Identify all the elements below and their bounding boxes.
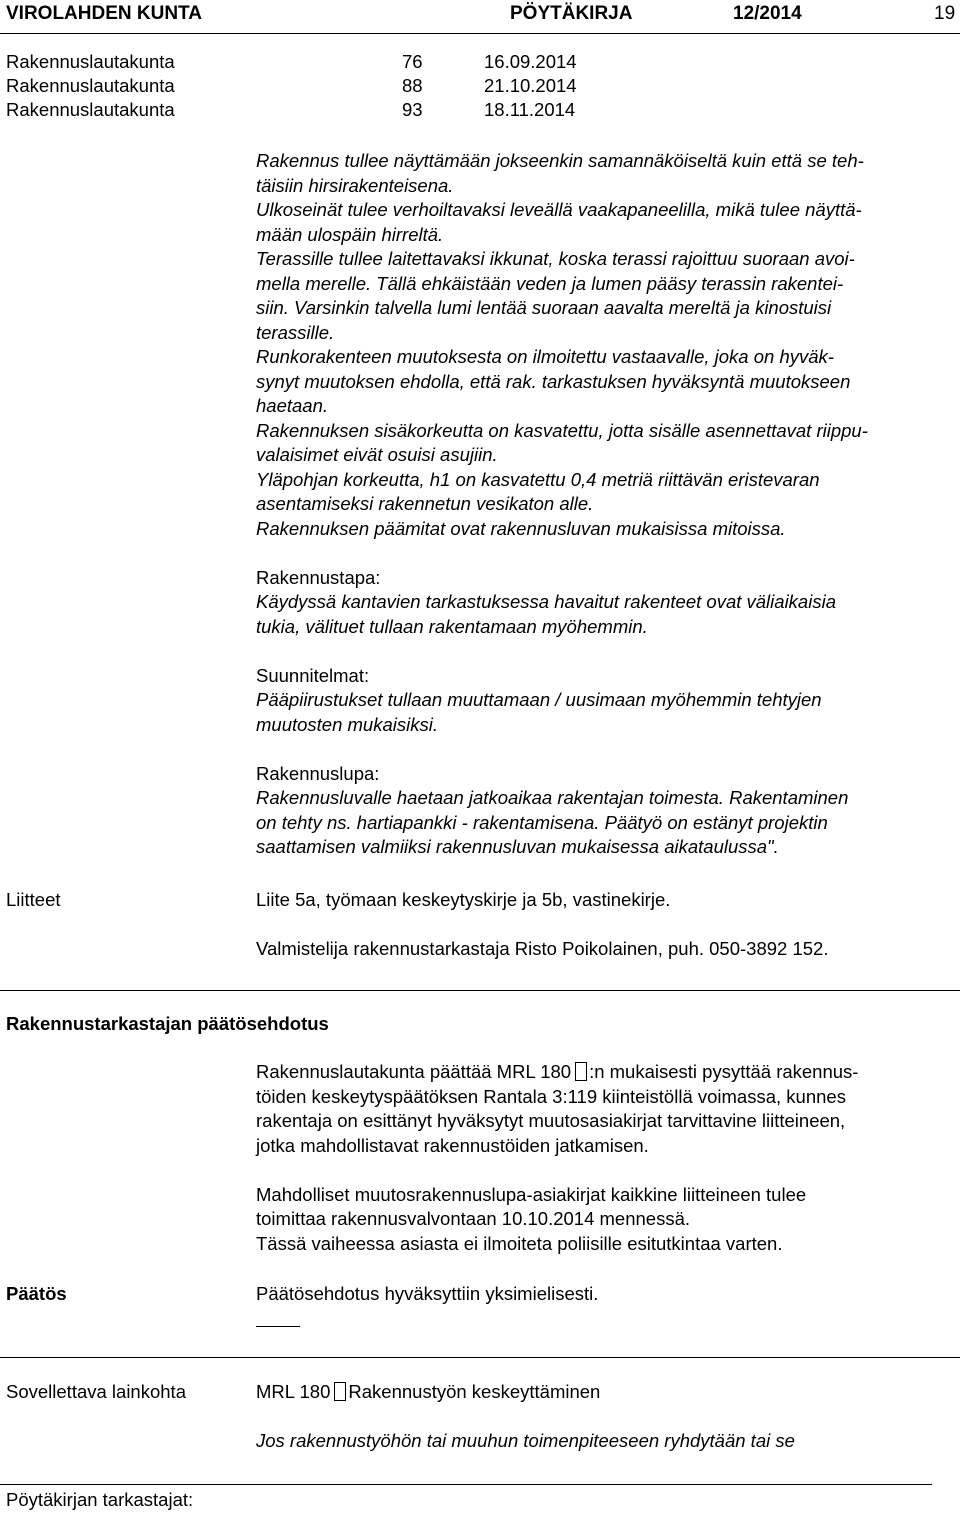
applicable-law-quote: Jos rakennustyöhön tai muuhun toimenpiteeseen ryhdytään tai se: [256, 1430, 795, 1451]
municipality-name: VIROLAHDEN KUNTA: [6, 3, 202, 24]
text-line: Rakennusluvalle haetaan jatkoaikaa rakentajan toimesta. Rakentaminen: [256, 787, 849, 808]
rakennustapa-text: [256, 590, 946, 639]
text-line: muutosten mukaisiksi.: [256, 713, 438, 735]
section-sign-box: [575, 1062, 587, 1081]
meeting-body: Rakennuslautakunta: [6, 99, 175, 120]
text-line: Terassille tullee laitettavaksi ikkunat, koska terassi rajoittuu suoraan avoi-: [256, 248, 855, 269]
text-line: tukia, välituet tullaan rakentamaan myöhemmin.: [256, 615, 648, 637]
document-number: 12/2014: [733, 3, 802, 24]
meeting-body: Rakennuslautakunta: [6, 51, 175, 72]
rakennuslupa-text: [256, 786, 946, 860]
text-line: Yläpohjan korkeutta, h1 on kasvatettu 0,4 metriä riittävän eristevaran: [256, 468, 820, 490]
text-line: täisiin hirsirakenteisena.: [256, 174, 454, 196]
meeting-section: 93: [402, 99, 423, 120]
text-line: Rakennus tullee näyttämään jokseenkin samannäköiseltä kuin että se teh-: [256, 150, 864, 171]
text-line: Runkorakenteen muutoksesta on ilmoitettu vastaavalle, joka on hyväk-: [256, 346, 834, 367]
text-line: Rakennuksen päämitat ovat rakennusluvan mukaisissa mitoissa.: [256, 517, 786, 539]
text-line: Rakennuksen sisäkorkeutta on kasvatettu, jotta sisälle asennettavat riippu-: [256, 419, 868, 441]
text-line: synyt muutoksen ehdolla, että rak. tarkastuksen hyväksyntä muutokseen: [256, 370, 851, 392]
text-line: Pääpiirustukset tullaan muuttamaan / uusimaan myöhemmin tehtyjen: [256, 689, 822, 710]
text-fragment: :n mukaisesti pysyttää rakennus-: [589, 1061, 859, 1082]
section-rule: [0, 1357, 960, 1358]
preparer-info: Valmistelija rakennustarkastaja Risto Poikolainen, puh. 050-3892 152.: [256, 938, 829, 959]
attachments-text: Liite 5a, työmaan keskeytyskirje ja 5b, vastinekirje.: [256, 889, 671, 910]
proposal-text: [256, 1060, 946, 1256]
meeting-section: 88: [402, 75, 423, 96]
text-fragment: Rakennustyön keskeyttäminen: [348, 1381, 601, 1402]
meeting-body: Rakennuslautakunta: [6, 75, 175, 96]
decision-underline: [256, 1326, 300, 1327]
text-line: saattamisen valmiiksi rakennusluvan mukaisessa aikataulussa".: [256, 836, 779, 857]
meeting-date: 18.11.2014: [484, 99, 576, 120]
text-line: Mahdolliset muutosrakennuslupa-asiakirjat kaikkine liitteineen tulee: [256, 1183, 807, 1205]
meeting-date: 16.09.2014: [484, 51, 577, 72]
suunnitelmat-heading: Suunnitelmat:: [256, 664, 370, 686]
applicable-law-text: [256, 1380, 600, 1405]
text-line: rakentaja on esittänyt hyväksytyt muutosasiakirjat tarvittavine liitteineen,: [256, 1110, 846, 1131]
page-number: 19: [934, 3, 956, 24]
text-line: haetaan.: [256, 395, 329, 416]
document-type: PÖYTÄKIRJA: [510, 3, 633, 24]
section-sign-box: [334, 1382, 346, 1401]
decision-text: Päätösehdotus hyväksyttiin yksimielisesti.: [256, 1283, 599, 1304]
text-line: mella merelle. Tällä ehkäistään veden ja lumen pääsy terassin rakentei-: [256, 272, 844, 294]
proposal-heading: Rakennustarkastajan päätösehdotus: [6, 1013, 329, 1034]
description-text: [256, 149, 946, 541]
section-rule: [0, 990, 960, 991]
text-line: valaisimet eivät osuisi asujiin.: [256, 444, 498, 465]
attachments-label: Liitteet: [6, 889, 61, 910]
applicable-law-label: Sovellettava lainkohta: [6, 1381, 186, 1402]
text-fragment: MRL 180: [256, 1381, 331, 1402]
suunnitelmat-text: [256, 688, 946, 737]
text-line: Käydyssä kantavien tarkastuksessa havaitut rakenteet ovat väliaikaisia: [256, 591, 836, 612]
rakennuslupa-heading: Rakennuslupa:: [256, 762, 380, 784]
decision-label: Päätös: [6, 1283, 67, 1304]
text-line: terassille.: [256, 321, 335, 343]
meeting-date: 21.10.2014: [484, 75, 577, 96]
text-line: siin. Varsinkin talvella lumi lentää suoraan aavalta mereltä ja kinostuisi: [256, 297, 832, 318]
minutes-reviewers-label: Pöytäkirjan tarkastajat:: [6, 1489, 194, 1510]
footer-rule: [0, 1484, 932, 1485]
text-line: toimittaa rakennusvalvontaan 10.10.2014 mennessä.: [256, 1208, 691, 1229]
rakennustapa-heading: Rakennustapa:: [256, 566, 381, 588]
header-rule: [0, 33, 960, 34]
text-line: mään ulospäin hirreltä.: [256, 223, 444, 245]
text-line: Ulkoseinät tulee verhoiltavaksi leveällä vaakapaneelilla, mikä tulee näyttä-: [256, 199, 862, 220]
text-line: asentamiseksi rakennetun vesikaton alle.: [256, 493, 594, 514]
text-line: töiden keskeytyspäätöksen Rantala 3:119 kiinteistöllä voimassa, kunnes: [256, 1085, 846, 1107]
text-line: [256, 1060, 946, 1085]
case-description: [256, 149, 946, 860]
meeting-section: 76: [402, 51, 423, 72]
text-line: on tehty ns. hartiapankki - rakentamisena. Päätyö on estänyt projektin: [256, 811, 828, 833]
text-line: Tässä vaiheessa asiasta ei ilmoiteta poliisille esitutkintaa varten.: [256, 1232, 783, 1254]
text-fragment: Rakennuslautakunta päättää MRL 180: [256, 1061, 572, 1082]
text-line: jotka mahdollistavat rakennustöiden jatkamisen.: [256, 1134, 649, 1156]
